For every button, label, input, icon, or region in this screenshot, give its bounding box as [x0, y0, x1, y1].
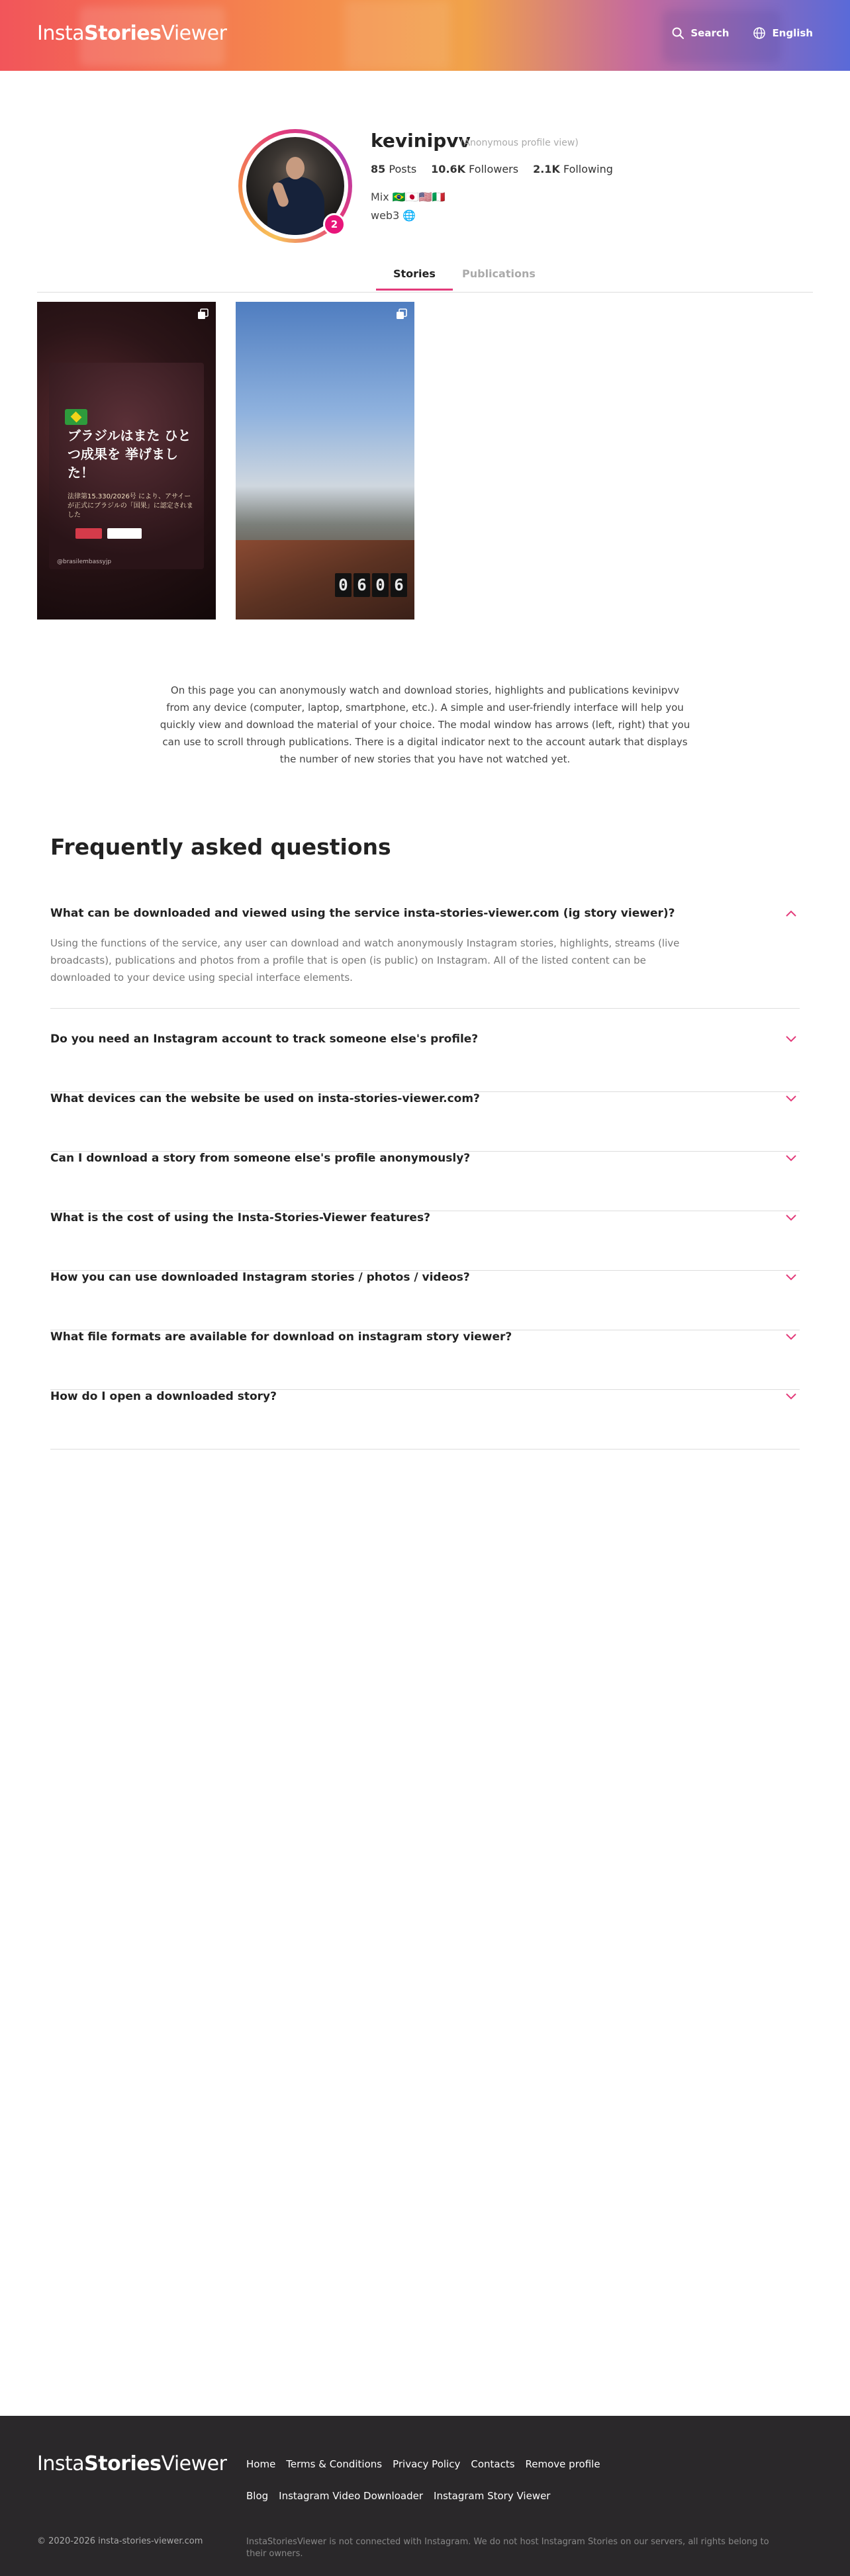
stat-posts: [371, 163, 416, 175]
avatar-figure: [286, 157, 305, 179]
chevron-down-icon[interactable]: [785, 1273, 797, 1281]
site-logo[interactable]: [37, 22, 226, 45]
faq-question[interactable]: What is the cost of using the Insta-Stories-Viewer features?: [50, 1211, 430, 1224]
stat-label: Posts: [389, 163, 417, 175]
chevron-down-icon[interactable]: [785, 1035, 797, 1043]
disclaimer: InstaStoriesViewer is not connected with Instagram. We do not host Instagram Stories on our servers, all rights belong to their owners.: [246, 2537, 769, 2559]
logo-part: Stories: [84, 2452, 162, 2475]
chevron-down-icon[interactable]: [785, 1393, 797, 1401]
content-tabs: [37, 261, 813, 293]
brazil-flag-icon: [65, 409, 87, 425]
story-handle: @brasilembassyjp: [57, 559, 112, 565]
story-graphic: [107, 528, 142, 539]
faq-title: Frequently asked questions: [50, 834, 391, 860]
story-subtext: 法律第15.330/2026号 により、アサイーが正式にブラジルの「国果」に認定されました: [68, 493, 193, 519]
search-button[interactable]: [671, 26, 729, 40]
search-label: Search: [690, 27, 730, 39]
stat-value: 2.1K: [533, 163, 560, 175]
profile-bio-line: web3 🌐: [371, 209, 416, 222]
story-poster: [49, 363, 204, 569]
footer-link-terms[interactable]: Terms & Conditions: [286, 2458, 383, 2470]
search-icon: [671, 26, 685, 40]
chevron-down-icon[interactable]: [785, 1154, 797, 1162]
chevron-up-icon[interactable]: [785, 909, 797, 917]
faq-question[interactable]: Do you need an Instagram account to track someone else's profile?: [50, 1033, 479, 1046]
story-card[interactable]: [37, 302, 216, 620]
footer-link-remove-profile[interactable]: Remove profile: [525, 2458, 600, 2470]
clock-digit: 0: [335, 573, 352, 597]
chevron-down-icon[interactable]: [785, 1333, 797, 1341]
site-header: [0, 0, 850, 71]
tab-stories[interactable]: Stories: [393, 267, 436, 280]
faq-question[interactable]: What can be downloaded and viewed using the service insta-stories-viewer.com (ig story viewer)?: [50, 907, 675, 920]
faq-question[interactable]: What file formats are available for download on instagram story viewer?: [50, 1330, 512, 1344]
logo-part: Insta: [37, 22, 85, 45]
faq-item[interactable]: [50, 1330, 800, 1390]
story-headline: ブラジルはまた ひとつ成果を 挙げました！: [68, 428, 191, 481]
logo-part: Stories: [84, 22, 162, 45]
faq-item[interactable]: [50, 1033, 800, 1092]
anonymous-view-label: (Anonymous profile view): [460, 138, 579, 148]
language-selector[interactable]: [753, 26, 813, 40]
copyright: © 2020-2026 insta-stories-viewer.com: [37, 2536, 203, 2546]
tab-publications[interactable]: Publications: [462, 267, 536, 280]
faq-item[interactable]: [50, 1271, 800, 1330]
stat-following: [533, 163, 613, 175]
logo-part: Viewer: [161, 22, 227, 45]
new-stories-badge: 2: [323, 213, 346, 236]
chevron-down-icon[interactable]: [785, 1214, 797, 1222]
story-graphic: [75, 528, 102, 539]
stat-followers: [431, 163, 518, 175]
stat-value: 85: [371, 163, 386, 175]
footer-link-home[interactable]: Home: [246, 2458, 276, 2470]
footer-link-privacy[interactable]: Privacy Policy: [393, 2458, 461, 2470]
logo-part: Insta: [37, 2452, 85, 2475]
stat-value: 10.6K: [431, 163, 466, 175]
story-clock: [335, 573, 407, 597]
faq-item[interactable]: [50, 1390, 800, 1449]
site-footer: [0, 2416, 850, 2576]
multiple-items-icon: [197, 308, 209, 320]
faq-item[interactable]: [50, 1092, 800, 1152]
faq-question[interactable]: Can I download a story from someone else's profile anonymously?: [50, 1152, 471, 1165]
header-nav: [671, 26, 813, 40]
footer-links-row: [246, 2490, 550, 2502]
faq-question[interactable]: How do I open a downloaded story?: [50, 1390, 277, 1403]
chevron-down-icon[interactable]: [785, 1095, 797, 1103]
footer-links-row: [246, 2458, 600, 2470]
globe-icon: [753, 26, 766, 40]
story-card[interactable]: [236, 302, 414, 620]
footer-link-story-viewer[interactable]: Instagram Story Viewer: [434, 2490, 551, 2502]
stat-label: Following: [563, 163, 613, 175]
profile-bio-line: Mix 🇧🇷🇯🇵🇺🇸🇮🇹: [371, 191, 446, 203]
footer-link-video-downloader[interactable]: Instagram Video Downloader: [279, 2490, 424, 2502]
profile-username: kevinipvv: [371, 130, 471, 152]
faq-item[interactable]: [50, 1211, 800, 1271]
faq-question[interactable]: How you can use downloaded Instagram stories / photos / videos?: [50, 1271, 470, 1284]
stat-label: Followers: [469, 163, 519, 175]
page-description: On this page you can anonymously watch and download stories, highlights and publications kevinipvv from any device (computer, laptop, smartphone, etc.). A simple and user-friendly interface will help you quickly view and download the material of your choice. The modal window has arrows (left, right) that you can use to scroll through publications. There is a digital indicator next to the account autark that displays the number of new stories that you have not watched yet.: [160, 684, 690, 765]
logo-part: Viewer: [161, 2452, 227, 2475]
profile-stats: [371, 163, 613, 175]
faq-item[interactable]: [50, 1152, 800, 1211]
faq-answer: Using the functions of the service, any user can download and watch anonymously Instagram stories, highlights, streams (live broadcasts), publications and photos from a profile that is open (is public) on Instagram. All of the listed content can be downloaded to your device using special interface elements.: [50, 937, 680, 984]
footer-link-contacts[interactable]: Contacts: [471, 2458, 515, 2470]
clock-digit: 6: [354, 573, 370, 597]
faq-question[interactable]: What devices can the website be used on insta-stories-viewer.com?: [50, 1092, 480, 1105]
language-label: English: [772, 27, 813, 39]
clock-digit: 0: [372, 573, 389, 597]
footer-logo[interactable]: [37, 2452, 226, 2475]
footer-link-blog[interactable]: Blog: [246, 2490, 269, 2502]
faq-item[interactable]: [50, 907, 800, 1009]
multiple-items-icon: [396, 308, 408, 320]
header-background-blur: [344, 0, 450, 71]
clock-digit: 6: [391, 573, 407, 597]
